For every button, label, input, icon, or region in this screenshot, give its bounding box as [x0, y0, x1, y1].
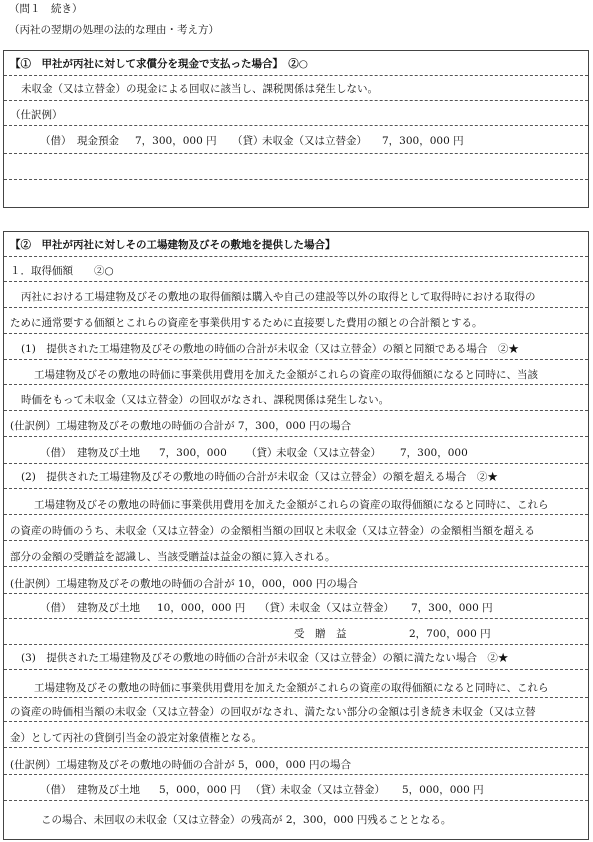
- debit-account: 現金預金: [77, 135, 119, 147]
- credit-amount: 7，300，000 円: [411, 602, 493, 614]
- case1-entry-label-row: [4, 411, 588, 437]
- credit-account: 未収金（又は立替金）: [276, 447, 381, 459]
- box1-entry-label: （仕訳例）: [10, 109, 63, 121]
- case3-entry-label: (仕訳例）工場建物及びその敷地の時価の合計が 5，000，000 円の場合: [10, 759, 352, 771]
- debit-amount: 5，000，000 円: [159, 784, 241, 796]
- box1-title: 【① 甲社が丙社に対して求償分を現金で支払った場合】 ②○: [10, 58, 308, 70]
- debit-account: 建物及び土地: [77, 602, 140, 614]
- case3-text-line: の資産の時価相当額の未収金（又は立替金）の回収がなされ、満たない部分の金額は引き続き未収金（又は立替: [10, 706, 536, 718]
- box1-blank-row: [4, 154, 588, 180]
- case3-note-row: [4, 801, 588, 839]
- credit-account: 未収金（又は立替金）: [262, 135, 367, 147]
- case3-text-line: 金）として丙社の貸倒引当金の設定対象債権となる。: [10, 732, 262, 744]
- section1-text-row: [4, 282, 588, 308]
- header-subtitle: （丙社の翌期の処理の法的な理由・考え方）: [9, 24, 219, 36]
- case1-entry-label: (仕訳例）工場建物及びその敷地の時価の合計が 7，300，000 円の場合: [10, 420, 352, 432]
- credit-amount: 7，300，000 円: [382, 135, 464, 147]
- header-question-continued: （問１ 続き）: [9, 3, 83, 15]
- section1-title: １．取得価額 ②○: [10, 265, 114, 277]
- case3-title-row: [4, 645, 588, 670]
- case1-text-line: 工場建物及びその敷地の時価に事業供用費用を加えた金額がこれらの資産の取得価額になると同時に、当該: [34, 369, 538, 381]
- case2-text-row: [4, 489, 588, 515]
- box1-blank-row: [4, 180, 588, 207]
- case2-text-row: [4, 515, 588, 541]
- credit-amount: 7，300，000: [400, 447, 468, 459]
- section1-text-line: 丙社における工場建物及びその敷地の取得価額は購入や自己の建設等以外の取得として取得時における取得の: [21, 291, 536, 303]
- debit-amount: 7，300，000 円: [135, 135, 217, 147]
- debit-account: 建物及び土地: [77, 784, 140, 796]
- box1-text-row: [4, 76, 588, 101]
- section1-text-line: ために通常要する価額とこれらの資産を事業供用するために直接要した費用の額との合計額とする。: [10, 317, 483, 329]
- case2-text-line: 部分の金額の受贈益を認識し、当該受贈益は益金の額に算入される。: [10, 551, 336, 563]
- case3-text-line: 工場建物及びその敷地の時価に事業供用費用を加えた金額がこれらの資産の取得価額になると同時に、これら: [34, 682, 549, 694]
- case1-entry-row: [4, 437, 588, 464]
- case1-title-row: [4, 334, 588, 360]
- case1-text-row: [4, 360, 588, 385]
- case3-text-row: [4, 670, 588, 698]
- box1-entry-row: [4, 126, 588, 154]
- debit-label: （借）: [40, 135, 72, 147]
- case-cash-payment-box: [3, 50, 589, 208]
- credit-label: （貸）: [259, 602, 291, 614]
- case-property-provision-box: [3, 231, 589, 840]
- box2-title: 【② 甲社が丙社に対しその工場建物及びその敷地を提供した場合】: [10, 239, 336, 251]
- credit-account: 未収金（又は立替金）: [280, 784, 385, 796]
- debit-amount: 7，300，000: [159, 447, 227, 459]
- credit-label: （貸）: [246, 447, 278, 459]
- case2-title-row: [4, 464, 588, 489]
- credit-amount: 5，000，000 円: [402, 784, 484, 796]
- credit-account: 受 贈 益: [294, 628, 347, 640]
- box1-title-row: [4, 51, 588, 76]
- case3-title: (3) 提供された工場建物及びその敷地の時価の合計が未収金（又は立替金）の額に満たない場合 ②★: [21, 652, 509, 664]
- case2-entry-label-row: [4, 567, 588, 594]
- credit-account: 未収金（又は立替金）: [289, 602, 394, 614]
- case1-text-line: 時価をもって未収金（又は立替金）の回収がなされ、課税関係は発生しない。: [21, 394, 390, 406]
- case2-entry-row: [4, 594, 588, 619]
- credit-label: （貸）: [232, 135, 264, 147]
- debit-label: （借）: [40, 784, 72, 796]
- case2-title: (2) 提供された工場建物及びその敷地の時価の合計が未収金（又は立替金）の額を超える場合 ②★: [21, 471, 498, 483]
- case1-title: (1) 提供された工場建物及びその敷地の時価の合計が未収金（又は立替金）の額と同額である場合 ②★: [21, 343, 519, 355]
- case3-entry-label-row: [4, 748, 588, 775]
- case3-text-row: [4, 698, 588, 722]
- credit-amount: 2，700，000 円: [409, 628, 491, 640]
- debit-account: 建物及び土地: [77, 447, 140, 459]
- credit-label: （貸）: [250, 784, 282, 796]
- case1-text-row: [4, 385, 588, 411]
- case2-entry-label: (仕訳例）工場建物及びその敷地の時価の合計が 10，000，000 円の場合: [10, 578, 358, 590]
- section1-title-row: [4, 257, 588, 282]
- box1-entry-label-row: [4, 101, 588, 126]
- case2-text-line: の資産の時価のうち、未収金（又は立替金）の金額相当額の回収と未収金（又は立替金）の金額相当額を超える: [10, 525, 535, 537]
- case2-entry-row-2: [4, 619, 588, 645]
- debit-label: （借）: [40, 602, 72, 614]
- case2-text-row: [4, 541, 588, 567]
- box2-title-row: [4, 232, 588, 257]
- debit-amount: 10，000，000 円: [157, 602, 246, 614]
- box1-text: 未収金（又は立替金）の現金による回収に該当し、課税関係は発生しない。: [21, 83, 378, 95]
- case3-note: この場合、未回収の未収金（又は立替金）の残高が 2，300，000 円残ることとなる。: [41, 814, 452, 826]
- debit-label: （借）: [40, 447, 72, 459]
- section1-text-row: [4, 308, 588, 334]
- case3-text-row: [4, 722, 588, 748]
- case2-text-line: 工場建物及びその敷地の時価に事業供用費用を加えた金額がこれらの資産の取得価額になると同時に、これら: [34, 499, 549, 511]
- case3-entry-row: [4, 775, 588, 801]
